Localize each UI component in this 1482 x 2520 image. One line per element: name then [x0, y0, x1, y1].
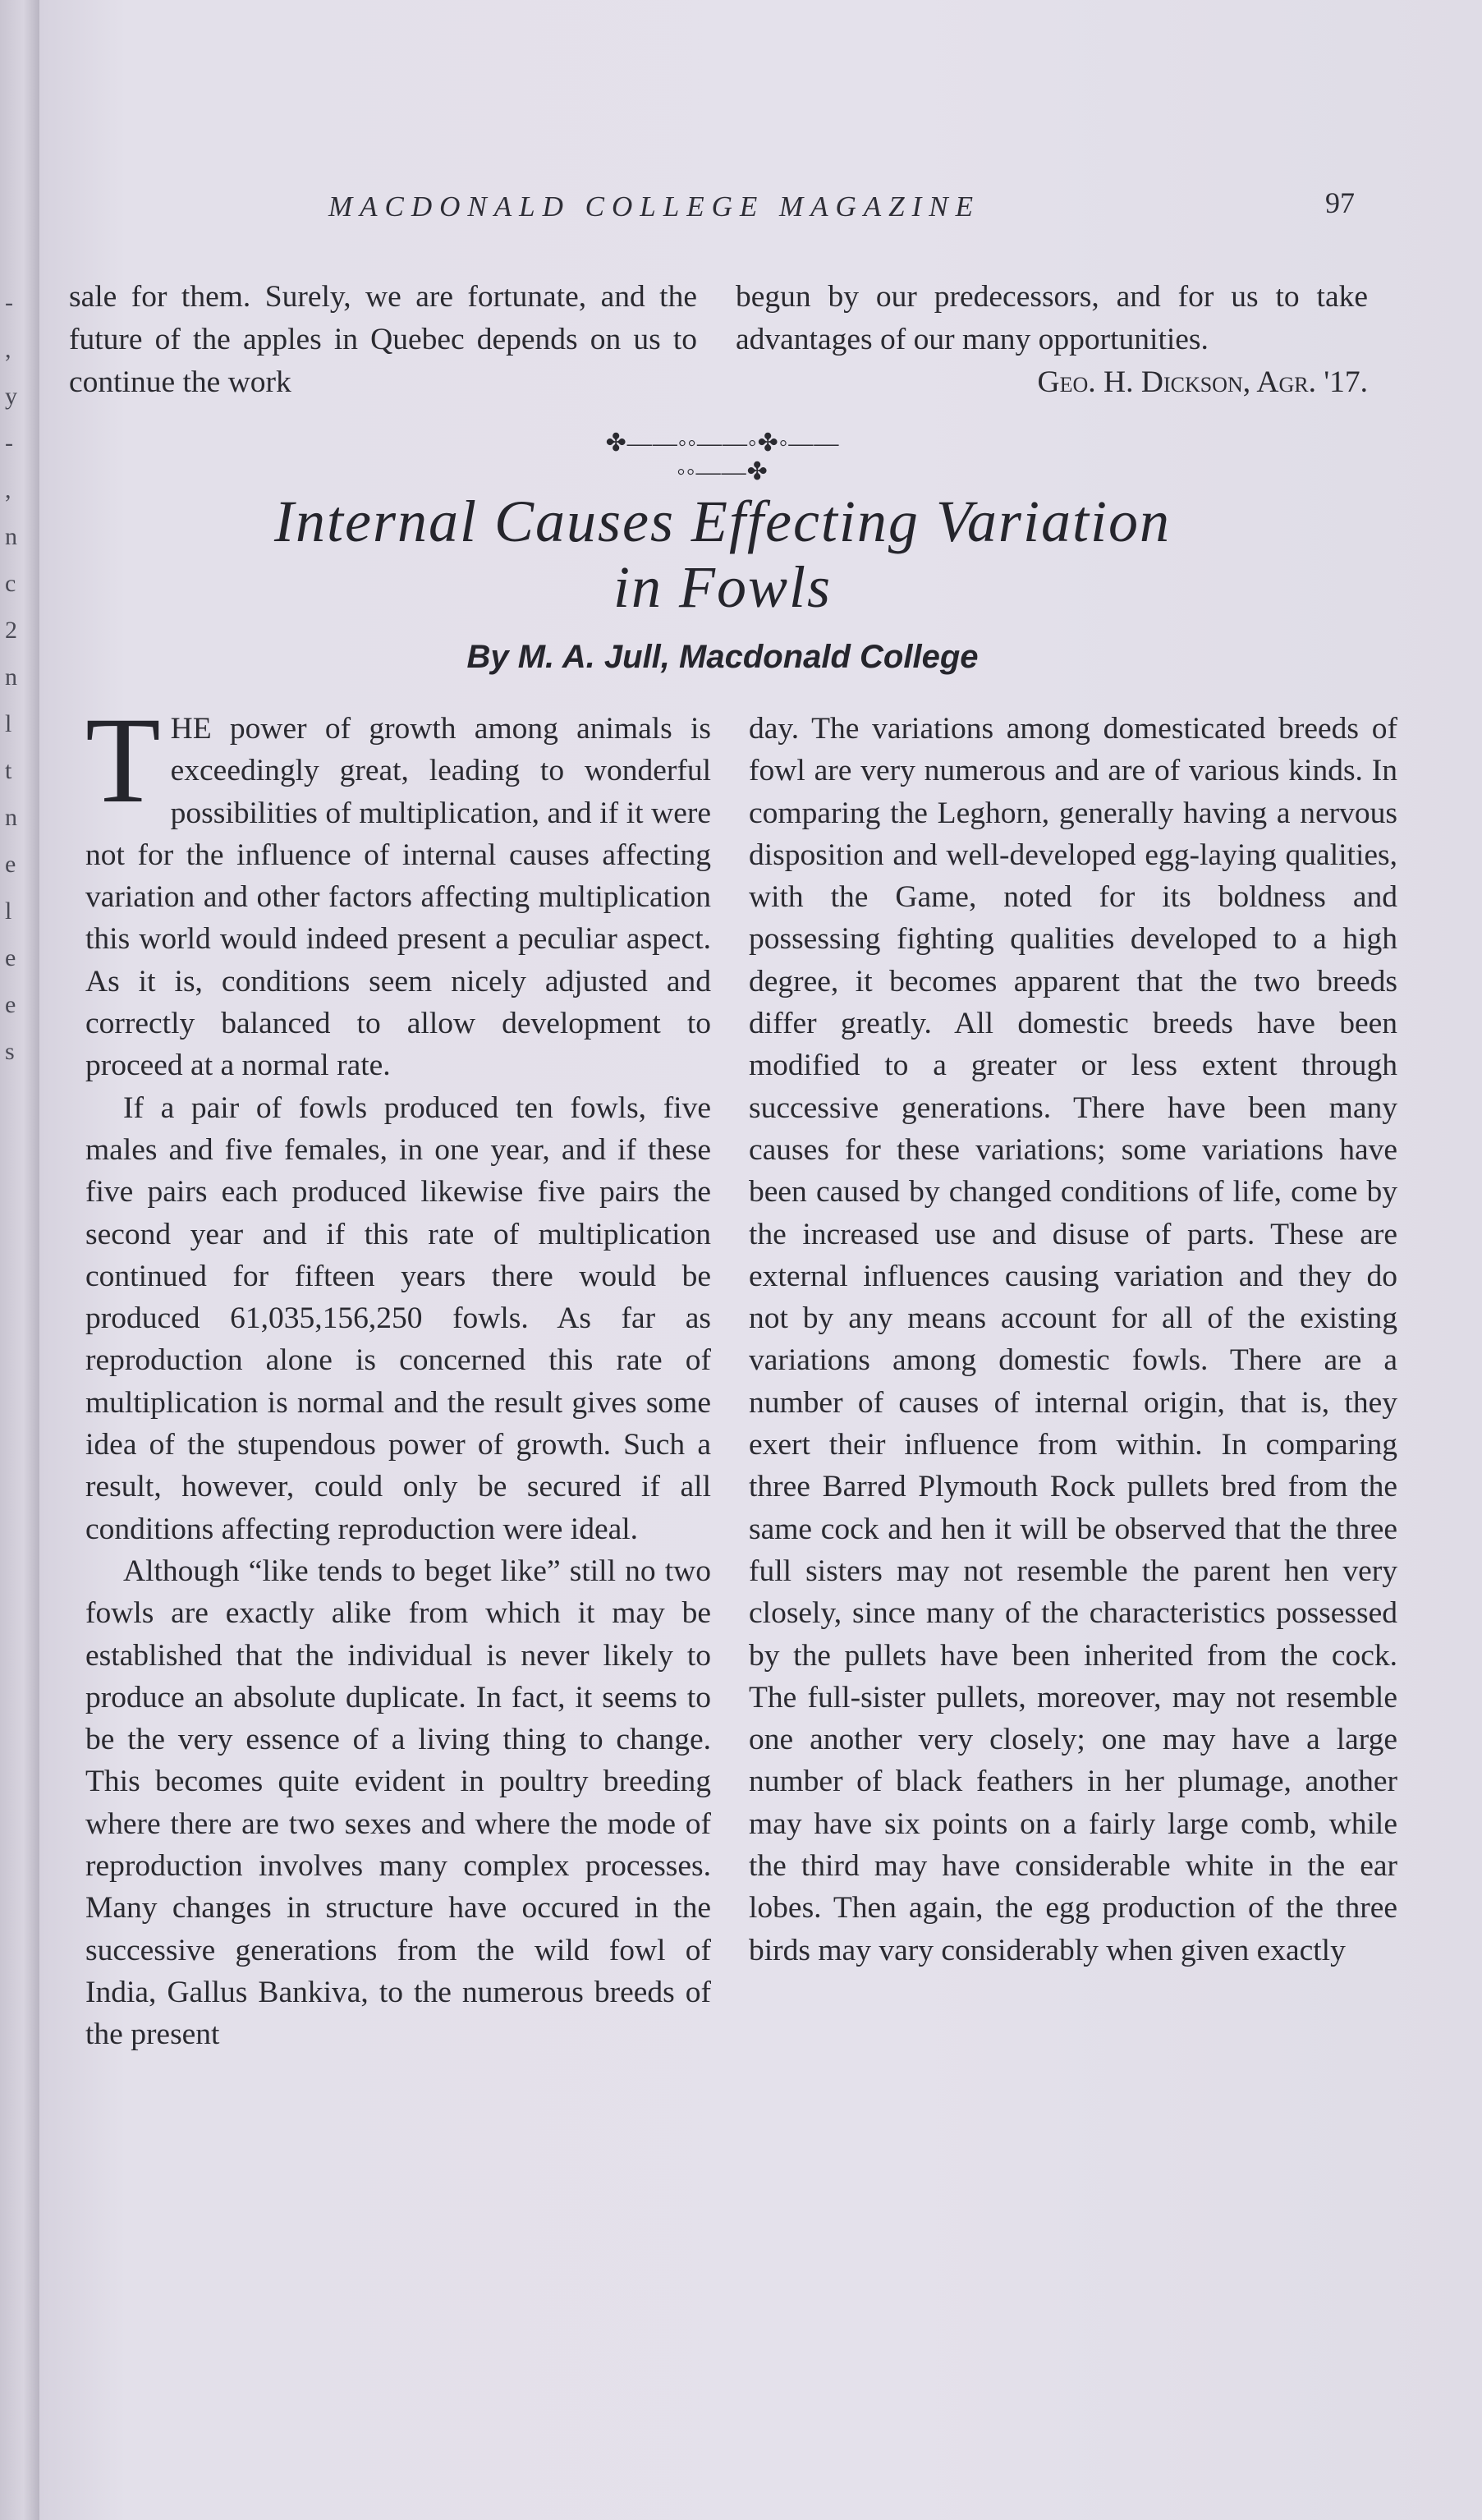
- gutter-mark: 2: [5, 617, 17, 644]
- gutter-mark: -: [5, 289, 13, 316]
- gutter-mark: -: [5, 429, 13, 457]
- gutter-mark: n: [5, 663, 17, 691]
- article-title-line: Internal Causes Effecting Variation: [274, 489, 1171, 554]
- gutter-mark: n: [5, 804, 17, 831]
- author-signature: Geo. H. Dickson, Agr. '17.: [1037, 365, 1368, 399]
- drop-cap: T: [85, 692, 161, 829]
- article-paragraph: Although “like tends to beget like” still no two fowls are exactly alike from which it may be established that the individual is never likely to produce an absolute duplicate. In fact, it seems to be the very essence of a living thing to change. This becomes quite evident in poultry breeding where there are two sexes and where the mode of reproduction involves many complex processes. Many changes in structure have occured in the successive generations from the wild fowl of India, Gallus Bankiva, to the numerous breeds of the present: [85, 1554, 711, 2052]
- article-right-column: [749, 708, 1397, 1971]
- gutter-mark: c: [5, 570, 16, 597]
- gutter-mark: t: [5, 757, 12, 784]
- gutter-mark: ,: [5, 476, 11, 503]
- article-paragraph: day. The variations among domesticated breeds of fowl are very numerous and are of various kinds. In comparing the Leghorn, generally having a nervous disposition and well-developed egg-laying qualities, with the Game, noted for its boldness and possessing fighting qualities developed to a high degree, it becomes apparent that the two breeds differ greatly. All domestic breeds have been modified to a greater or less extent through successive generations. There have been many causes for these variations; some variations have been caused by changed conditions of life, come by the increased use and disuse of parts. These are external influences causing variation and they do not by any means account for all of the existing variations among domestic fowls. There are a number of causes of internal origin, that is, they exert their influence from within. In comparing three Barred Plymouth Rock pullets bred from the same cock and hen it will be observed that the three full sisters may not resemble the parent hen very closely, since many of the characteristics possessed by the pullets have been inherited from the cock. The full-sister pullets, moreover, may not resemble one another very closely; one may have a large number of black feathers in her plumage, another may have six points on a fairly large comb, while the third may have considerable white in the ear lobes. Then again, the egg production of the three birds may vary considerably when given exactly: [749, 712, 1397, 1967]
- article-paragraph: [85, 692, 711, 1087]
- article-paragraph: If a pair of fowls produced ten fowls, five males and five females, in one year, and if these five pairs each produced likewise five pairs the second year and if this rate of multiplication continued for fifteen years there would be produced 61,035,156,250 fowls. As far as reproduction alone is concerned this rate of multiplication is normal and the result gives some idea of the stupendous power of growth. Such a result, however, could only be secured if all conditions affecting reproduction were ideal.: [85, 1090, 711, 1546]
- previous-article-text: begun by our predecessors, and for us to take advantages of our many opportunities.: [736, 280, 1368, 356]
- gutter-mark: e: [5, 851, 16, 878]
- gutter-mark: e: [5, 944, 16, 971]
- gutter-mark: l: [5, 897, 12, 925]
- article-byline: By M. A. Jull, Macdonald College: [466, 639, 979, 675]
- article-title-line: in Fowls: [613, 554, 833, 620]
- gutter-mark: n: [5, 523, 17, 550]
- gutter-marks: [5, 279, 21, 1075]
- gutter-mark: y: [5, 383, 17, 410]
- gutter-mark: l: [5, 710, 12, 737]
- article-left-column: [85, 692, 711, 2056]
- previous-article-text: sale for them. Surely, we are fortunate, and the future of the apples in Quebec depends on us to continue the work: [69, 280, 697, 399]
- paragraph-text: HE power of growth among animals is exceedingly great, leading to wonderful possibilities of multiplication, and if it were not for the influence of internal causes affecting variation and other factors affecting multiplication this world would indeed present a peculiar aspect. As it is, conditions seem nicely adjusted and correctly balanced to allow development to proceed at a normal rate.: [85, 712, 711, 1083]
- article-title: [164, 489, 1281, 620]
- gutter-mark: e: [5, 991, 16, 1018]
- gutter-mark: s: [5, 1038, 15, 1065]
- page-number: 97: [1325, 186, 1355, 219]
- gutter-mark: ,: [5, 336, 11, 363]
- running-head: MACDONALD COLLEGE MAGAZINE: [328, 190, 981, 223]
- previous-article-left-column: [69, 276, 697, 404]
- section-ornament: ✤——◦◦——◦✤◦——◦◦——✤: [605, 429, 840, 485]
- binding-gutter: [0, 0, 39, 2520]
- previous-article-right-column: [736, 276, 1368, 404]
